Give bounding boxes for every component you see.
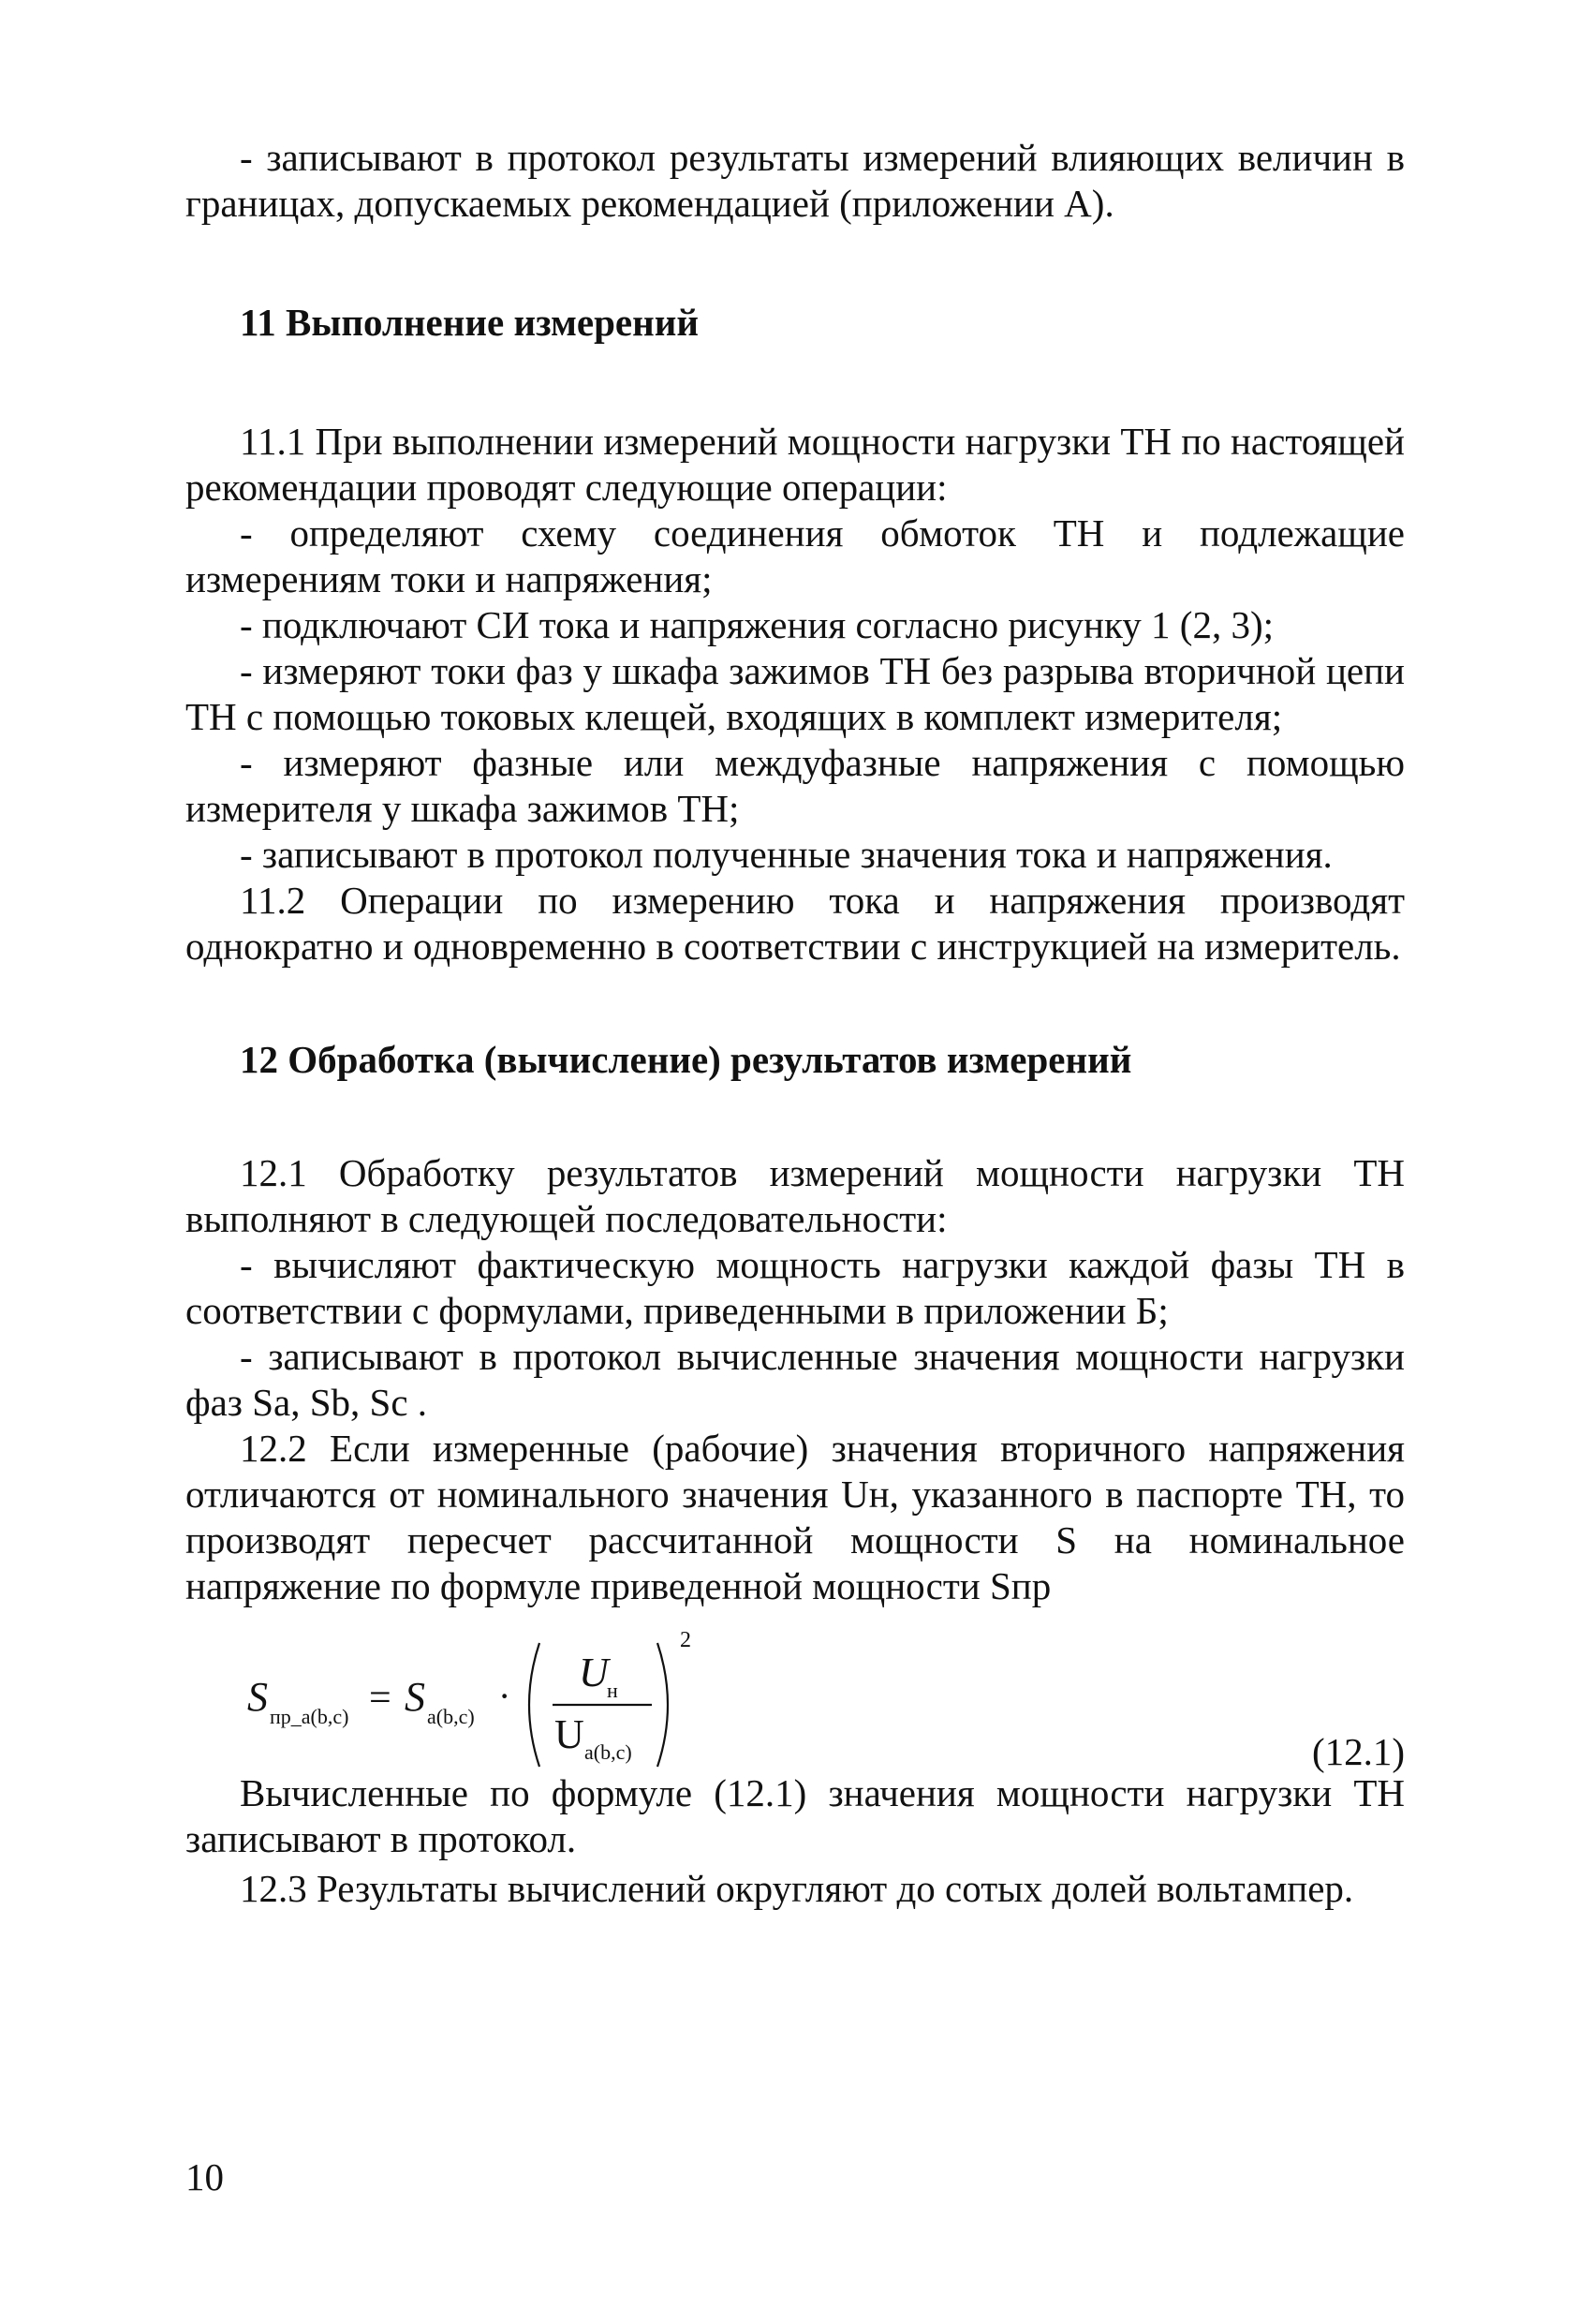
formula-dot: · <box>498 1675 511 1717</box>
formula-rhs-sub: a(b,c) <box>427 1705 475 1728</box>
list-item: - записывают в протокол вычисленные значения мощности нагрузки фаз Sa, Sb, Sc . <box>185 1335 1405 1424</box>
equation-number: (12.1) <box>1311 1730 1405 1773</box>
page-number: 10 <box>185 2155 224 2198</box>
list-item: - подключают СИ тока и напряжения согласно рисунку 1 (2, 3); <box>240 603 1274 646</box>
formula-lhs-var: S <box>247 1674 268 1720</box>
paragraph: Вычисленные по формуле (12.1) значения мощности нагрузки ТН записывают в протокол. <box>185 1771 1405 1860</box>
section-heading-11: 11 Выполнение измерений <box>240 301 699 344</box>
left-parenthesis <box>529 1643 539 1767</box>
formula-den-var: U <box>554 1711 584 1757</box>
paragraph: 11.1 При выполнении измерений мощности нагрузки ТН по настоящей рекомендации проводят следующие операции: <box>185 420 1405 509</box>
formula-equals: = <box>369 1677 391 1720</box>
formula-num-var: U <box>579 1650 609 1695</box>
formula-power: 2 <box>680 1628 691 1652</box>
list-item: - записывают в протокол полученные значения тока и напряжения. <box>240 833 1333 876</box>
paragraph: 11.2 Операции по измерению тока и напряжения производят однократно и одновременно в соответствии с инструкцией на измеритель. <box>185 879 1405 968</box>
list-item: - измеряют фазные или междуфазные напряжения с помощью измерителя у шкафа зажимов ТН; <box>185 741 1405 830</box>
formula-num-sub: н <box>607 1679 618 1702</box>
list-item: - определяют схему соединения обмоток ТН и подлежащие измерениям токи и напряжения; <box>185 511 1405 600</box>
formula-12-1 <box>247 1622 903 1770</box>
section-heading-12: 12 Обработка (вычисление) результатов измерений <box>240 1038 1132 1081</box>
formula-rhs-var: S <box>405 1674 425 1720</box>
list-item: - вычисляют фактическую мощность нагрузки каждой фазы ТН в соответствии с формулами, приведенными в приложении Б; <box>185 1243 1405 1332</box>
formula-den-sub: a(b,c) <box>584 1740 632 1764</box>
paragraph: 12.3 Результаты вычислений округляют до сотых долей вольтампер. <box>240 1867 1354 1910</box>
paragraph: - записывают в протокол результаты измерений влияющих величин в границах, допускаемых рекомендацией (приложении А). <box>185 136 1405 225</box>
page-body <box>185 135 1405 1912</box>
formula-lhs-sub: пр_a(b,c) <box>270 1705 349 1728</box>
right-parenthesis <box>657 1643 668 1767</box>
list-item: - измеряют токи фаз у шкафа зажимов ТН без разрыва вторичной цепи ТН с помощью токовых клещей, входящих в комплект измерителя; <box>185 649 1405 738</box>
formula-block <box>185 1622 1405 1773</box>
paragraph: 12.2 Если измеренные (рабочие) значения вторичного напряжения отличаются от номинального значения Uн, указанного в паспорте ТН, то производят пересчет рассчитанной мощности S на номинальное напряжение по формуле приведенной мощности Sпр <box>185 1427 1405 1607</box>
paragraph: 12.1 Обработку результатов измерений мощности нагрузки ТН выполняют в следующей последовательности: <box>185 1151 1405 1240</box>
